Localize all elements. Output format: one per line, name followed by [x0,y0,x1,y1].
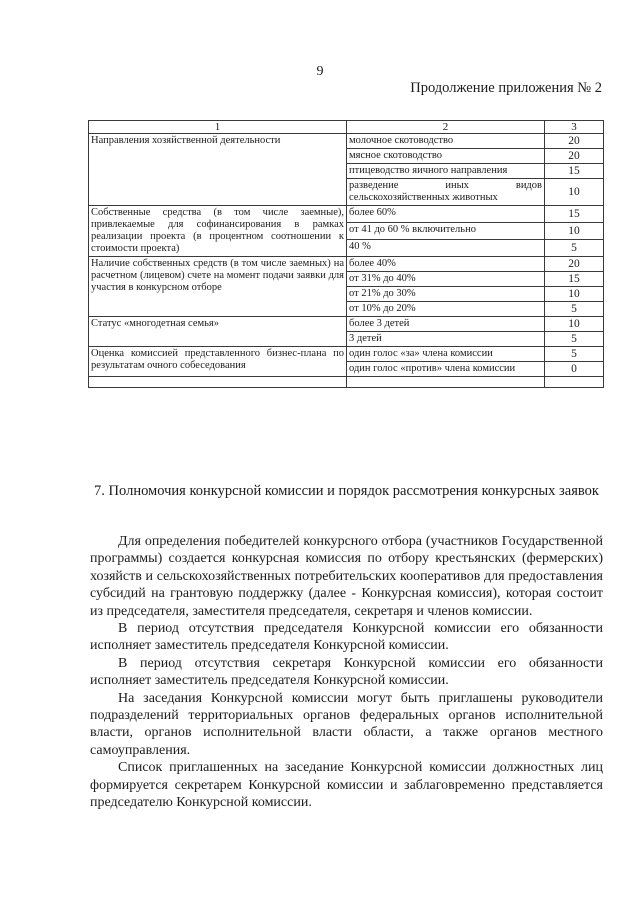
score-cell: 5 [545,302,604,317]
score-cell: 15 [545,272,604,287]
table-row [89,317,604,332]
condition-cell: молочное скотоводство [347,134,545,149]
header-cell-2: 2 [347,121,545,134]
page-number: 9 [316,64,324,79]
table-row [89,347,604,362]
criterion-cell: Собственные средства (в том числе заемные), привлекаемые для софинансирования в рамках реализации проекта (в процентном соотношении к стоимости проекта) [89,206,347,257]
spacer-cell [545,377,604,388]
condition-cell: мясное скотоводство [347,149,545,164]
body-paragraph: На заседания Конкурсной комиссии могут быть приглашены руководители подразделений территориальных органов федеральных органов исполнительной власти, органов исполнительной власти области, а также органов местного самоуправления. [90,690,603,758]
condition-cell: один голос «против» члена комиссии [347,362,545,377]
condition-cell: от 21% до 30% [347,287,545,302]
table-spacer-row [89,377,604,388]
condition-cell: разведение иных видов сельскохозяйственных животных [347,179,545,206]
table-row [89,206,604,223]
condition-cell: 40 % [347,240,545,257]
criteria-table-body [89,121,604,388]
condition-cell: более 60% [347,206,545,223]
score-cell: 5 [545,240,604,257]
section-heading: 7. Полномочия конкурсной комиссии и порядок рассмотрения конкурсных заявок [94,483,599,499]
score-cell: 20 [545,257,604,272]
criterion-cell: Оценка комиссией представленного бизнес-плана по результатам очного собеседования [89,347,347,377]
score-cell: 5 [545,347,604,362]
table-row [89,134,604,149]
score-cell: 0 [545,362,604,377]
score-cell: 15 [545,164,604,179]
score-cell: 5 [545,332,604,347]
condition-cell: от 10% до 20% [347,302,545,317]
condition-cell: более 40% [347,257,545,272]
body-paragraph: Для определения победителей конкурсного отбора (участников Государственной программы) создается конкурсная комиссия по отбору крестьянских (фермерских) хозяйств и сельскохозяйственных потребительских кооперативов для предоставления субсидий на грантовую поддержку (далее - Конкурсная комиссия), которая состоит из председателя, заместителя председателя, секретаря и членов комиссии. [90,534,603,619]
condition-cell: птицеводство яичного направления [347,164,545,179]
condition-cell: более 3 детей [347,317,545,332]
header-cell-3: 3 [545,121,604,134]
body-paragraph: Список приглашенных на заседание Конкурсной комиссии должностных лиц формируется секретарем Конкурсной комиссии и заблаговременно представляется председателю Конкурсной комиссии. [90,760,603,811]
condition-cell: от 41 до 60 % включительно [347,223,545,240]
condition-cell: от 31% до 40% [347,272,545,287]
criterion-cell: Статус «многодетная семья» [89,317,347,347]
score-cell: 15 [545,206,604,223]
criterion-cell: Направления хозяйственной деятельности [89,134,347,206]
body-paragraph: В период отсутствия секретаря Конкурсной комиссии его обязанности исполняет заместитель председателя Конкурсной комиссии. [90,655,603,689]
body-paragraph: В период отсутствия председателя Конкурсной комиссии его обязанности исполняет заместитель председателя Конкурсной комиссии. [90,621,603,654]
score-cell: 10 [545,223,604,240]
spacer-cell [347,377,545,388]
appendix-note: Продолжение приложения № 2 [410,80,602,96]
score-cell: 20 [545,149,604,164]
condition-cell: один голос «за» члена комиссии [347,347,545,362]
criteria-table [88,120,604,388]
spacer-cell [89,377,347,388]
condition-cell: 3 детей [347,332,545,347]
score-cell: 10 [545,179,604,206]
header-cell-1: 1 [89,121,347,134]
score-cell: 20 [545,134,604,149]
criterion-cell: Наличие собственных средств (в том числе заемных) на расчетном (лицевом) счете на момент подачи заявки для участия в конкурсном отборе [89,257,347,317]
table-row [89,257,604,272]
table-header-row [89,121,604,134]
score-cell: 10 [545,287,604,302]
section-body [90,533,603,812]
score-cell: 10 [545,317,604,332]
